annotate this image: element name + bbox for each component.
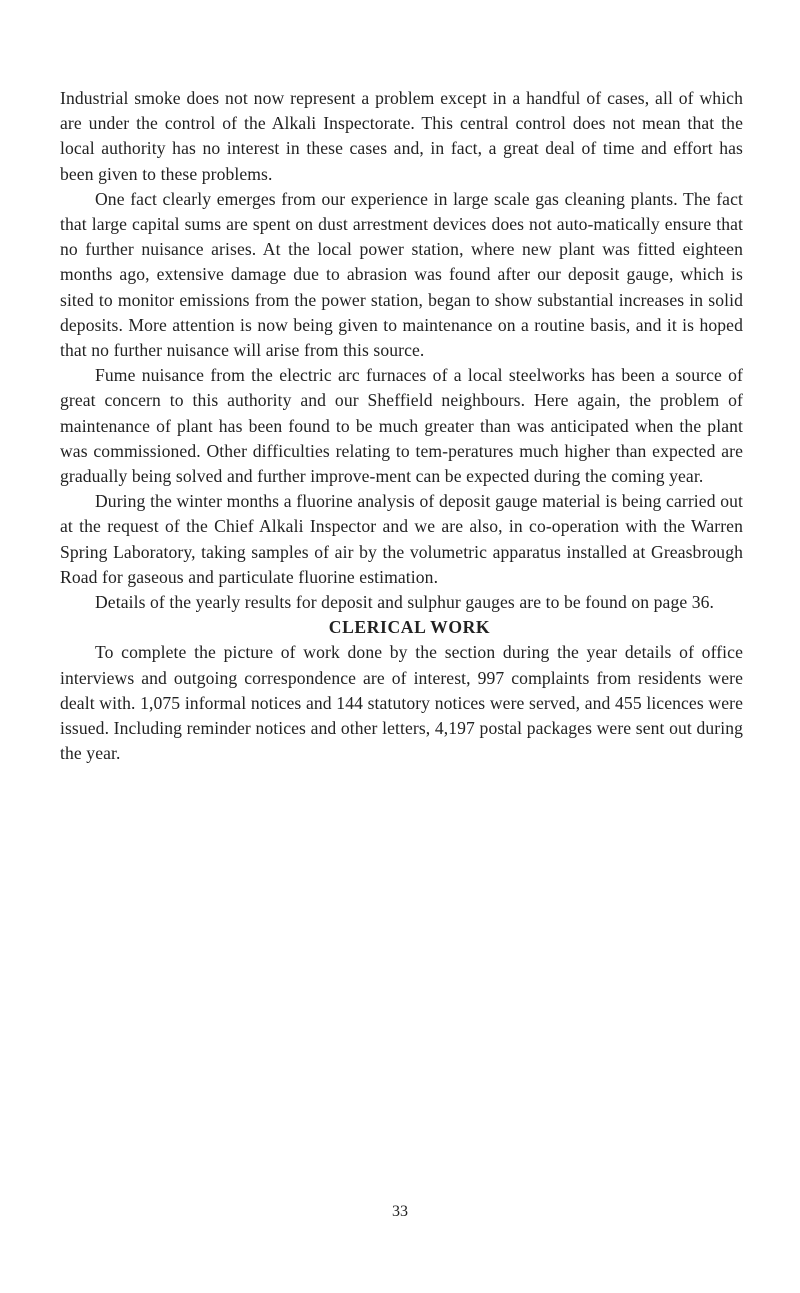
section-heading-clerical-work: CLERICAL WORK <box>328 617 491 638</box>
paragraph-fluorine-analysis: During the winter months a fluorine analysis of deposit gauge material is being carried out at the request of the Chief Alkali Inspector and we are also, in co-operation with the Warren Spring Laboratory, taking samples of air by the volumetric apparatus installed at Greasbrough Road for gaseous and particulate fluorine estimation. <box>60 491 743 587</box>
paragraph-gas-cleaning: One fact clearly emerges from our experience in large scale gas cleaning plants. The fact that large capital sums are spent on dust arrestment devices does not auto-matically ensure that no further nuisance arises. At the local power station, where new plant was fitted eighteen months ago, extensive damage due to abrasion was found after our deposit gauge, which is sited to monitor emissions from the power station, began to show substantial increases in solid deposits. More attention is now being given to maintenance on a routine basis, and it is hoped that no further nuisance will arise from this source. <box>60 188 743 361</box>
paragraph-industrial-smoke: Industrial smoke does not now represent a problem except in a handful of cases, all of which are under the control of the Alkali Inspectorate. This central control does not mean that the local authority has no interest in these cases and, in fact, a great deal of time and effort has been given to these problems. <box>60 88 743 184</box>
paragraph-fume-nuisance: Fume nuisance from the electric arc furnaces of a local steelworks has been a source of great concern to this authority and our Sheffield neighbours. Here again, the problem of maintenance of plant has been found to be much greater than was anticipated when the plant was commissioned. Other difficulties relating to tem-peratures much higher than expected are gradually being solved and further improve-ment can be expected during the coming year. <box>60 365 743 487</box>
paragraph-yearly-results: Details of the yearly results for deposit and sulphur gauges are to be found on page 36. <box>95 592 715 613</box>
page-body <box>60 86 743 766</box>
page-number: 33 <box>392 1203 408 1220</box>
paragraph-clerical-work: To complete the picture of work done by the section during the year details of office interviews and outgoing correspondence are of interest, 997 complaints from residents were dealt with. 1,075 informal notices and 144 statutory notices were served, and 455 licences were issued. Including reminder notices and other letters, 4,197 postal packages were sent out during the year. <box>60 642 743 764</box>
